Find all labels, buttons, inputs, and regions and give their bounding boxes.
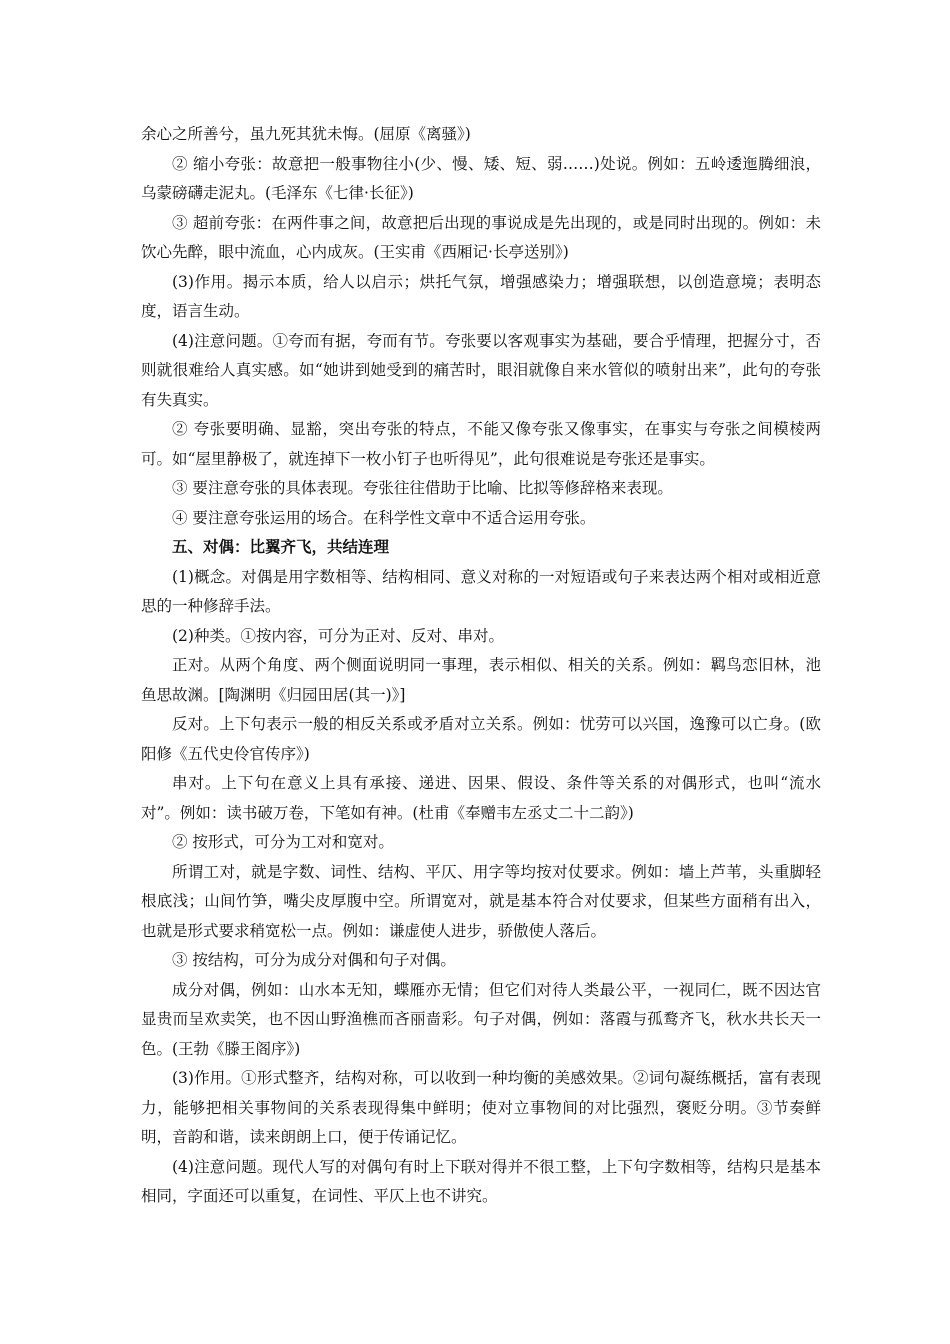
paragraph-11: (2)种类。①按内容，可分为正对、反对、串对。 xyxy=(172,626,504,645)
paragraph-14: 串对。上下句在意义上具有承接、递进、因果、假设、条件等关系的对偶形式，也叫“流水对”。例如：读书破万卷，下笔如有神。(杜甫《奉赠韦左丞丈二十二韵》) xyxy=(141,774,821,822)
paragraph-6: ② 夸张要明确、显豁，突出夸张的特点，不能又像夸张又像事实，在事实与夸张之间模棱两可。如“屋里静极了，就连掉下一枚小钉子也听得见”，此句很难说是夸张还是事实。 xyxy=(141,420,821,468)
paragraph-17: ③ 按结构，可分为成分对偶和句子对偶。 xyxy=(172,951,456,969)
paragraph-3: ③ 超前夸张：在两件事之间，故意把后出现的事说成是先出现的，或是同时出现的。例如：未饮心先醉，眼中流血，心内成灰。(王实甫《西厢记·长亭送别》) xyxy=(141,213,821,261)
paragraph-16: 所谓工对，就是字数、词性、结构、平仄、用字等均按对仗要求。例如：墙上芦苇，头重脚轻根底浅；山间竹笋，嘴尖皮厚腹中空。所谓宽对，就是基本符合对仗要求，但某些方面稍有出入，也就是形式要求稍宽松一点。例如：谦虚使人进步，骄傲使人落后。 xyxy=(141,862,821,940)
document-body xyxy=(141,120,821,1212)
section-heading: 五、对偶：比翼齐飞，共结连理 xyxy=(172,538,390,556)
paragraph-7: ③ 要注意夸张的具体表现。夸张往往借助于比喻、比拟等修辞格来表现。 xyxy=(172,479,673,497)
paragraph-1: 余心之所善兮，虽九死其犹未悔。(屈原《离骚》) xyxy=(141,125,471,143)
paragraph-4: (3)作用。揭示本质，给人以启示；烘托气氛，增强感染力；增强联想，以创造意境；表明态度，语言生动。 xyxy=(141,272,821,320)
paragraph-18: 成分对偶，例如：山水本无知，蝶雁亦无情；但它们对待人类最公平，一视同仁，既不因达官显贵而呈欢卖笑，也不因山野渔樵而吝丽啬彩。句子对偶，例如：落霞与孤鹜齐飞，秋水共长天一色。(王勃《滕王阁序》) xyxy=(141,980,821,1058)
paragraph-5: (4)注意问题。①夸而有据，夸而有节。夸张要以客观事实为基础，要合乎情理，把握分寸，否则就很难给人真实感。如“她讲到她受到的痛苦时，眼泪就像自来水管似的喷射出来”，此句的夸张有失真实。 xyxy=(141,331,821,409)
paragraph-12: 正对。从两个角度、两个侧面说明同一事理，表示相似、相关的关系。例如：羁鸟恋旧林，池鱼思故渊。[陶渊明《归园田居(其一)》] xyxy=(141,656,821,704)
paragraph-8: ④ 要注意夸张运用的场合。在科学性文章中不适合运用夸张。 xyxy=(172,508,596,527)
paragraph-20: (4)注意问题。现代人写的对偶句有时上下联对得并不很工整，上下句字数相等，结构只是基本相同，字面还可以重复，在词性、平仄上也不讲究。 xyxy=(141,1157,821,1205)
paragraph-2: ② 缩小夸张：故意把一般事物往小(少、慢、矮、短、弱……)处说。例如：五岭逶迤腾细浪，乌蒙磅礴走泥丸。(毛泽东《七律·长征》) xyxy=(141,154,821,202)
paragraph-19: (3)作用。①形式整齐，结构对称，可以收到一种均衡的美感效果。②词句凝练概括，富有表现力，能够把相关事物间的关系表现得集中鲜明；使对立事物间的对比强烈，褒贬分明。③节奏鲜明，音韵和谐，读来朗朗上口，便于传诵记忆。 xyxy=(141,1069,821,1146)
paragraph-13: 反对。上下句表示一般的相反关系或矛盾对立关系。例如：忧劳可以兴国，逸豫可以亡身。(欧阳修《五代史伶官传序》) xyxy=(141,715,821,763)
paragraph-10: (1)概念。对偶是用字数相等、结构相同、意义对称的一对短语或句子来表达两个相对或相近意思的一种修辞手法。 xyxy=(141,567,821,615)
paragraph-15: ② 按形式，可分为工对和宽对。 xyxy=(172,833,394,851)
